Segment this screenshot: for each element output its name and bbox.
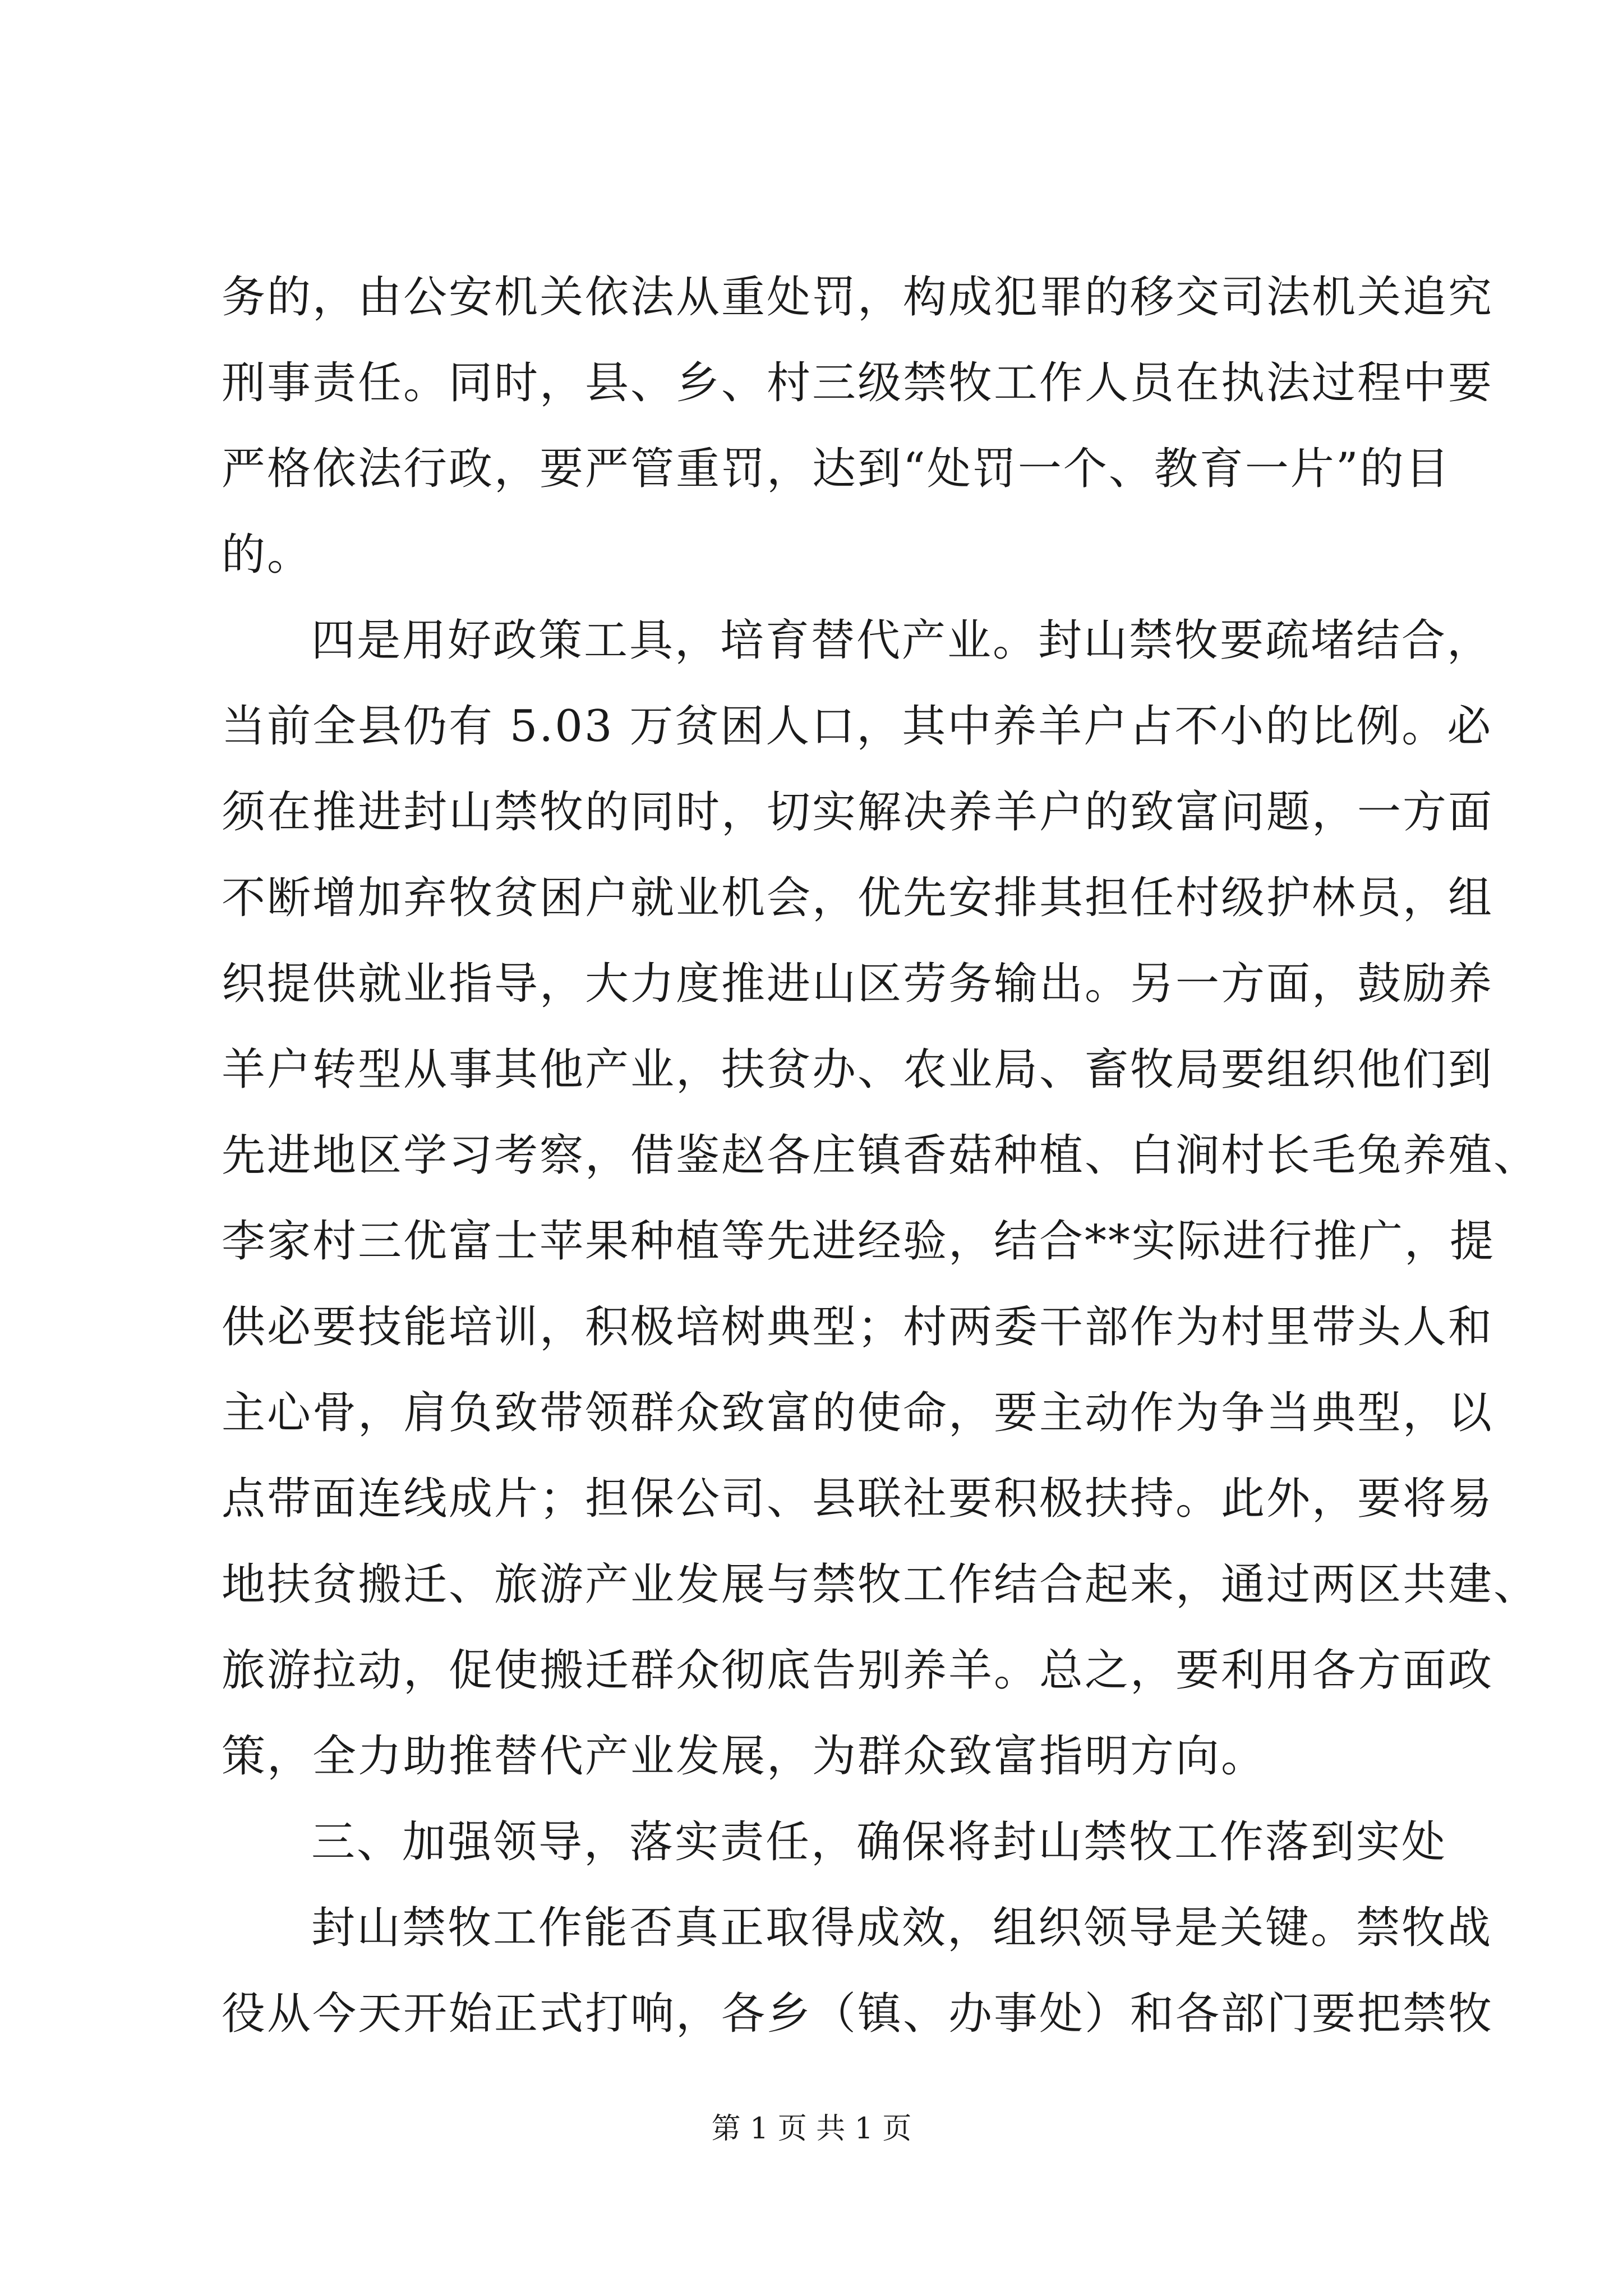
text-line-12: 李家村三优富士苹果种植等先进经验，结合**实际进行推广，提 xyxy=(222,1216,1496,1267)
text-line-16: 地扶贫搬迁、旅游产业发展与禁牧工作结合起来，通过两区共建、 xyxy=(222,1559,1539,1610)
section-heading: 三、加强领导，落实责任，确保将封山禁牧工作落到实处 xyxy=(311,1817,1447,1867)
text-line-15: 点带面连线成片；担保公司、县联社要积极扶持。此外，要将易 xyxy=(222,1474,1494,1524)
text-line-17: 旅游拉动，促使搬迁群众彻底告别养羊。总之，要利用各方面政 xyxy=(222,1645,1494,1696)
page-footer: 第 1 页 共 1 页 xyxy=(711,2112,912,2146)
paragraph-start-line: 四是用好政策工具，培育替代产业。封山禁牧要疏堵结合， xyxy=(311,615,1493,666)
text-line-2: 刑事责任。同时，县、乡、村三级禁牧工作人员在执法过程中要 xyxy=(222,358,1494,408)
text-line-1: 务的，由公安机关依法从重处罚，构成犯罪的移交司法机关追究 xyxy=(222,272,1494,323)
text-line-21: 役从今天开始正式打响，各乡（镇、办事处）和各部门要把禁牧 xyxy=(222,1989,1494,2039)
text-line-11: 先进地区学习考察，借鉴赵各庄镇香菇种植、白涧村长毛兔养殖、 xyxy=(222,1130,1539,1181)
text-line-14: 主心骨，肩负致带领群众致富的使命，要主动作为争当典型，以 xyxy=(222,1388,1494,1438)
text-line-7: 须在推进封山禁牧的同时，切实解决养羊户的致富问题，一方面 xyxy=(222,787,1494,838)
text-line-6: 当前全县仍有 5.03 万贫困人口，其中养羊户占不小的比例。必 xyxy=(222,701,1493,752)
text-line-13: 供必要技能培训，积极培树典型；村两委干部作为村里带头人和 xyxy=(222,1302,1494,1352)
text-line-3: 严格依法行政，要严管重罚，达到“处罚一个、教育一片”的目 xyxy=(222,444,1451,494)
text-line-18: 策，全力助推替代产业发展，为群众致富指明方向。 xyxy=(222,1731,1267,1782)
paragraph-start-line-2: 封山禁牧工作能否真正取得成效，组织领导是关键。禁牧战 xyxy=(311,1903,1493,1953)
text-line-9: 织提供就业指导，大力度推进山区劳务输出。另一方面，鼓励养 xyxy=(222,959,1494,1009)
text-line-4: 的。 xyxy=(222,530,313,580)
text-line-10: 羊户转型从事其他产业，扶贫办、农业局、畜牧局要组织他们到 xyxy=(222,1045,1494,1095)
text-line-8: 不断增加弃牧贫困户就业机会，优先安排其担任村级护林员，组 xyxy=(222,873,1494,923)
